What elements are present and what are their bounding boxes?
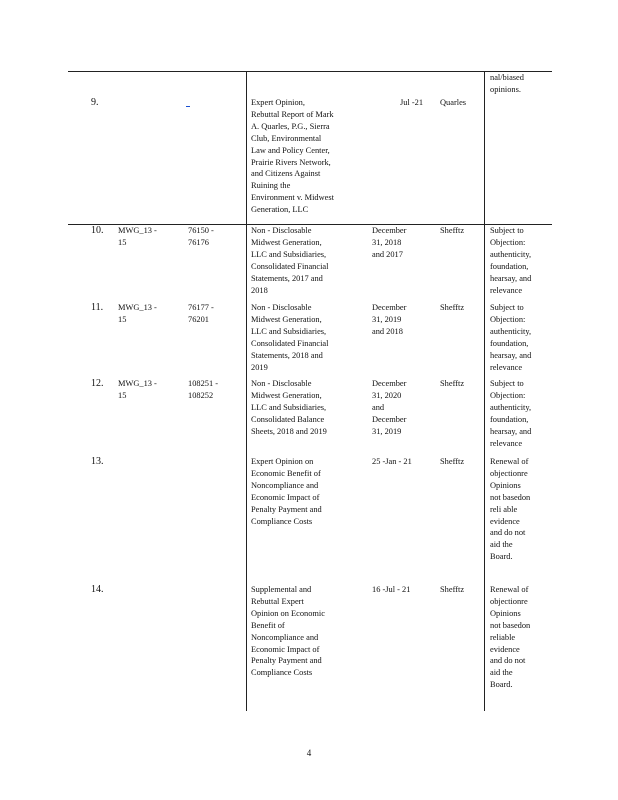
row-date: Jul -21	[400, 98, 424, 107]
row-number: 14.	[91, 584, 104, 595]
row-author: Shefftz	[440, 379, 465, 388]
row-date: 25 -Jan - 21	[372, 457, 412, 466]
row-description: Non - Disclosable Midwest Generation, LLC and Subsidiaries, Consolidated Financial Statements, 2017 and 2018	[251, 226, 329, 295]
column-divider	[246, 71, 247, 711]
row-number: 9.	[91, 97, 99, 108]
row-number: 12.	[91, 378, 104, 389]
row-author: Shefftz	[440, 585, 465, 594]
bates-prefix: MWG_13 - 15	[118, 379, 157, 400]
row-date: December 31, 2019 and 2018	[372, 303, 407, 336]
row-objection: Renewal of objectionre Opinions not basedon reliable evidence and do not aid the Board.	[490, 585, 531, 690]
row-date: December 31, 2018 and 2017	[372, 226, 407, 259]
bates-range: 76177 - 76201	[188, 303, 214, 324]
row-author: Shefftz	[440, 226, 465, 235]
row-objection: Subject to Objection: authenticity, foundation, hearsay, and relevance	[490, 226, 532, 295]
row-number: 13.	[91, 456, 104, 467]
row-objection: Subject to Objection: authenticity, foundation, hearsay, and relevance	[490, 379, 532, 448]
row-date: December 31, 2020 and December 31, 2019	[372, 379, 407, 436]
row-description: Expert Opinion, Rebuttal Report of Mark A. Quarles, P.G., Sierra Club, Environmental Law and Policy Center, Prairie Rivers Network, and Citizens Against Ruining the Environment v. Midwest Generation, LLC	[251, 98, 334, 215]
row-description: Non - Disclosable Midwest Generation, LLC and Subsidiaries, Consolidated Financial Statements, 2018 and 2019	[251, 303, 329, 372]
bates-range: 108251 - 108252	[188, 379, 219, 400]
row-description: Non - Disclosable Midwest Generation, LLC and Subsidiaries, Consolidated Balance Sheets, 2018 and 2019	[251, 379, 327, 436]
row-description: Supplemental and Rebuttal Expert Opinion on Economic Benefit of Noncompliance and Economic Impact of Penalty Payment and Compliance Costs	[251, 585, 325, 678]
bates-link[interactable]	[186, 106, 190, 107]
bates-prefix: MWG_13 - 15	[118, 226, 157, 247]
row-objection: Subject to Objection: authenticity, foundation, hearsay, and relevance	[490, 303, 532, 372]
page-number: 4	[306, 748, 312, 758]
row-author: Quarles	[440, 98, 467, 107]
bates-prefix: MWG_13 - 15	[118, 303, 157, 324]
row-date: 16 -Jul - 21	[372, 585, 411, 594]
objection-continuation: nal/biased opinions.	[490, 73, 524, 94]
row-number: 10.	[91, 225, 104, 236]
row-author: Shefftz	[440, 457, 465, 466]
bates-range: 76150 - 76176	[188, 226, 214, 247]
row-objection: Renewal of objectionre Opinions not basedon reli able evidence and do not aid the Board.	[490, 457, 531, 562]
table-top-border	[68, 71, 552, 72]
row-author: Shefftz	[440, 303, 465, 312]
row-description: Expert Opinion on Economic Benefit of Noncompliance and Economic Impact of Penalty Payment and Compliance Costs	[251, 457, 322, 526]
row-number: 11.	[91, 302, 104, 313]
column-divider	[484, 71, 485, 711]
